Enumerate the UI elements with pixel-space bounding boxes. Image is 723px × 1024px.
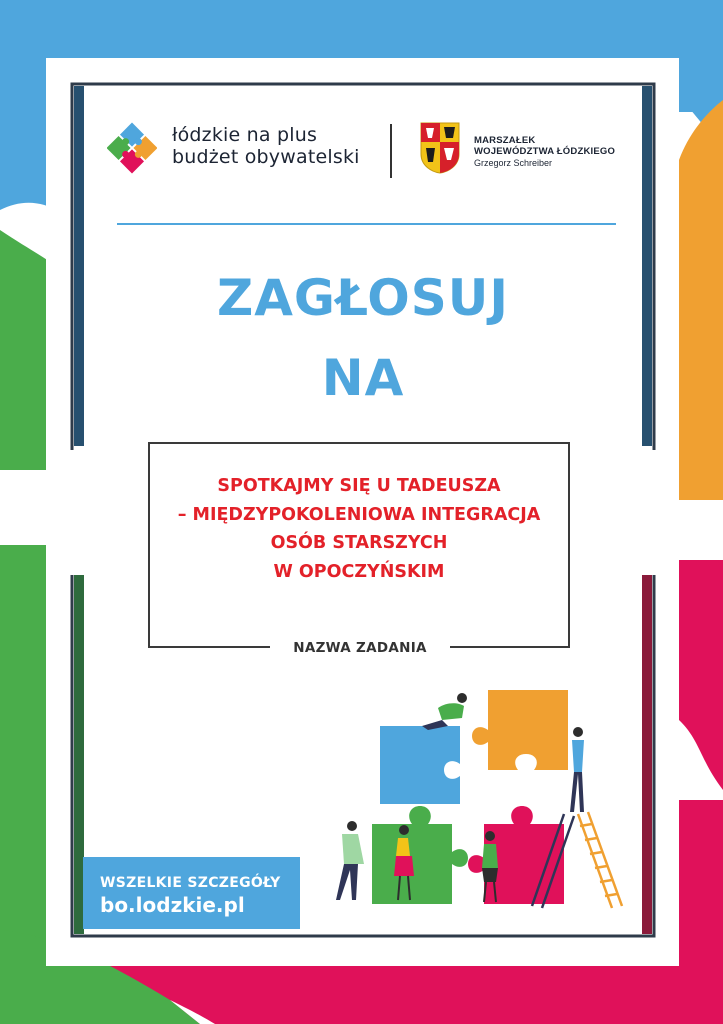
details-url-link[interactable]: bo.lodzkie.pl	[100, 893, 245, 917]
headline-line-2: NA	[321, 349, 405, 407]
task-title-line-4: W OPOCZYŃSKIM	[273, 561, 445, 582]
header-rule	[117, 223, 616, 225]
marshal-line-1: MARSZAŁEK	[474, 135, 536, 146]
logo-divider	[390, 124, 392, 178]
brand-line-2: budżet obywatelski	[172, 146, 360, 168]
brand-line-1: łódzkie na plus	[172, 124, 318, 146]
task-label: NAZWA ZADANIA	[293, 640, 427, 656]
details-box	[83, 857, 300, 929]
marshal-line-2: WOJEWÓDZTWA ŁÓDZKIEGO	[474, 146, 616, 157]
task-title-line-3: OSÓB STARSZYCH	[270, 533, 448, 553]
task-title	[150, 472, 568, 586]
task-title-line-1: SPOTKAJMY SIĘ U TADEUSZA	[217, 476, 501, 496]
puzzle-team-illustration	[312, 686, 630, 920]
details-label: WSZELKIE SZCZEGÓŁY	[100, 875, 281, 891]
lodzkie-na-plus-logo-icon	[107, 120, 157, 176]
brand-text	[172, 124, 360, 168]
marshal-name: Grzegorz Schreiber	[474, 158, 553, 168]
task-title-line-2: – MIĘDZYPOKOLENIOWA INTEGRACJA	[177, 504, 541, 525]
task-name-box	[148, 442, 570, 648]
voivodeship-crest-icon	[420, 122, 460, 174]
headline-line-1: ZAGŁOSUJ	[216, 269, 510, 327]
marshal-block	[474, 135, 615, 169]
